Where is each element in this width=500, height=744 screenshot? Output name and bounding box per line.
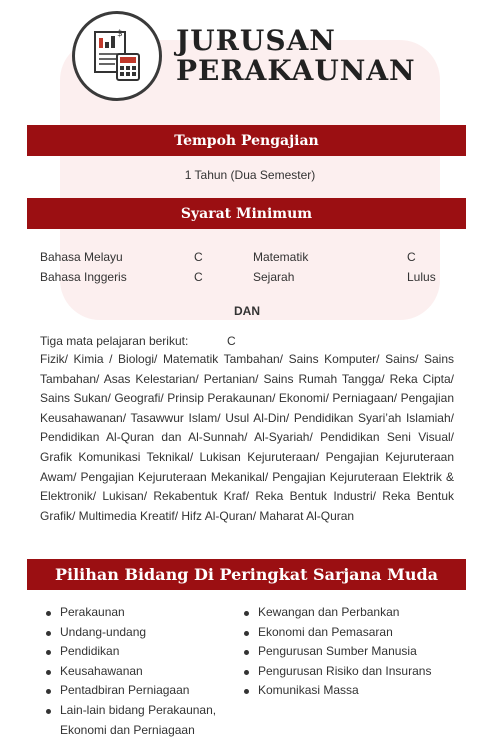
requirements-table (40, 248, 440, 288)
list-item: Lain-lain bidang Perakaunan, Ekonomi dan Perniagaan (40, 701, 240, 740)
requirement-row (40, 268, 440, 288)
subject-name: Bahasa Melayu (40, 250, 123, 264)
dan-label: DAN (234, 304, 260, 318)
subject-grade: C (194, 270, 203, 284)
accounting-icon (72, 11, 162, 101)
title-line-2: PERAKAUNAN (176, 54, 416, 87)
list-item: Undang-undang (40, 623, 240, 643)
field-list-left (40, 603, 240, 740)
subject-grade: C (407, 250, 416, 264)
list-item: Ekonomi dan Pemasaran (238, 623, 468, 643)
tiga-grade: C (227, 334, 236, 348)
list-item: Pentadbiran Perniagaan (40, 681, 240, 701)
tiga-label: Tiga mata pelajaran berikut: (40, 334, 189, 348)
requirement-row (40, 248, 440, 268)
subject-grade: Lulus (407, 270, 436, 284)
list-item: Pengurusan Sumber Manusia (238, 642, 468, 662)
page-title (176, 26, 416, 86)
list-item: Keusahawanan (40, 662, 240, 682)
subjects-paragraph: Fizik/ Kimia / Biologi/ Matematik Tambahan/ Sains Komputer/ Sains/ Sains Tambahan/ Asas Kelestarian/ Pertanian/ Sains Rumah Tangga/ Reka Cipta/ Sains Sukan/ Geografi/ Prinsip Perakaunan/ Ekonomi/ Perniagaan/ Pengajian Keusahawanan/ Tasawwur Islam/ Usul Al-Din/ Pendidikan Syari’ah Islamiah/ Pendidikan Al-Quran dan Al-Sunnah/ Al-Syariah/ Pendidikan Seni Visual/ Grafik Komunikasi Teknikal/ Lukisan Kejuruteraan/ Pengajian Kejuruteraan Awam/ Pengajian Kejuruteraan Mekanikal/ Pengajian Kejuruteraan Elektrik & Elektronik/ Lukisan/ Rekabentuk Kraf/ Reka Bentuk Industri/ Reka Bentuk Grafik/ Multimedia Kreatif/ Hifz Al-Quran/ Maharat Al-Quran (40, 352, 454, 523)
svg-text:$: $ (117, 29, 123, 39)
list-item: Pendidikan (40, 642, 240, 662)
syarat-banner: Syarat Minimum (27, 198, 466, 229)
list-item: Pengurusan Risiko dan Insurans (238, 662, 468, 682)
page-header (72, 6, 492, 106)
field-list-right (238, 603, 468, 701)
pilihan-banner: Pilihan Bidang Di Peringkat Sarjana Muda (27, 559, 466, 590)
subject-grade: C (194, 250, 203, 264)
list-item: Perakaunan (40, 603, 240, 623)
subject-name: Bahasa Inggeris (40, 270, 127, 284)
subject-name: Sejarah (253, 270, 295, 284)
list-item: Kewangan dan Perbankan (238, 603, 468, 623)
title-line-1: JURUSAN (176, 24, 336, 57)
tempoh-value: 1 Tahun (Dua Semester) (184, 168, 316, 182)
subject-name: Matematik (253, 250, 309, 264)
tempoh-banner: Tempoh Pengajian (27, 125, 466, 156)
list-item: Komunikasi Massa (238, 681, 468, 701)
